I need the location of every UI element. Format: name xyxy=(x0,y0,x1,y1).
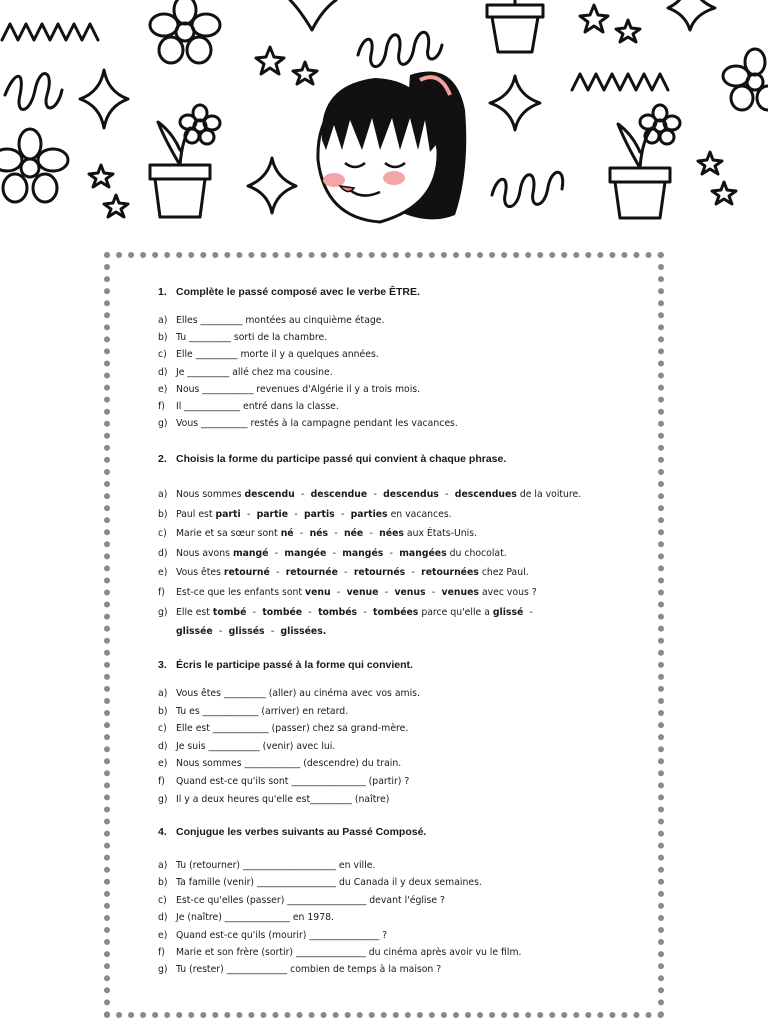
exercise-number: 3. xyxy=(158,659,167,671)
exercise-4 xyxy=(158,826,658,976)
list-item: f) Marie et son frère (sortir) _______________ du cinéma après avoir vu le film. xyxy=(158,947,522,959)
sparkle-doodle xyxy=(80,70,128,128)
list-item: d) Je suis ___________ (venir) avec lui. xyxy=(158,740,336,752)
list-item: b) Ta famille (venir) _________________ du Canada il y deux semaines. xyxy=(158,877,482,889)
pot-doodle xyxy=(487,0,543,52)
potted-flower-doodle xyxy=(150,105,220,217)
list-item: f) Il ____________ entré dans la classe. xyxy=(158,401,339,413)
loop-doodle xyxy=(5,74,62,110)
list-item: b) Paul est parti - partie - partis - parties en vacances. xyxy=(158,508,452,520)
exercise-title xyxy=(158,659,658,671)
star-doodle xyxy=(616,20,640,42)
list-item: a) Elles _________ montées au cinquième étage. xyxy=(158,315,385,326)
list-item: g) Il y a deux heures qu'elle est_________ (naître) xyxy=(158,793,390,805)
flower-doodle xyxy=(150,0,220,63)
sparkle-doodle xyxy=(248,158,296,213)
list-item: e) Vous êtes retourné - retournée - retournés - retournées chez Paul. xyxy=(158,567,529,579)
potted-flower-doodle xyxy=(610,105,680,218)
list-item: c) Marie et sa sœur sont né - nés - née - nées aux États-Unis. xyxy=(158,528,478,540)
exercise-2 xyxy=(158,453,658,638)
flower-doodle xyxy=(0,129,68,202)
exercise-title-text: Complète le passé composé avec le verbe ÊTRE. xyxy=(176,286,420,298)
exercise-number: 2. xyxy=(158,453,167,465)
exercise-title xyxy=(158,826,658,838)
loop-doodle xyxy=(492,172,563,206)
star-doodle xyxy=(293,62,317,84)
zigzag-doodle xyxy=(572,74,668,90)
exercise-title-text: Écris le participe passé à la forme qui convient. xyxy=(176,659,413,671)
sparkle-doodle xyxy=(290,0,336,30)
exercise-number: 4. xyxy=(158,826,167,838)
list-item: d) Je _________ allé chez ma cousine. xyxy=(158,366,333,378)
list-item: c) Elle _________ morte il y a quelques années. xyxy=(158,349,379,361)
loop-doodle xyxy=(358,32,442,66)
exercise-title-text: Choisis la forme du participe passé qui convient à chaque phrase. xyxy=(176,453,507,465)
star-doodle xyxy=(580,5,608,32)
exercise-number: 1. xyxy=(158,286,167,298)
exercise-3 xyxy=(158,659,658,805)
list-item: d) Nous avons mangé - mangée - mangés - mangées du chocolat. xyxy=(158,547,507,559)
list-item: g) Vous __________ restés à la campagne pendant les vacances. xyxy=(158,418,458,430)
list-item: e) Quand est-ce qu'ils (mourir) _______________ ? xyxy=(158,929,388,941)
list-item: f) Est-ce que les enfants sont venu - venue - venus - venues avec vous ? xyxy=(158,586,537,598)
list-item: a) Nous sommes descendu - descendue - descendus - descendues de la voiture. xyxy=(158,489,582,500)
list-item: d) Je (naître) ______________ en 1978. xyxy=(158,912,334,924)
list-item: g) Tu (rester) _____________ combien de temps à la maison ? xyxy=(158,964,442,976)
exercise-title xyxy=(158,286,658,298)
girl-face-illustration xyxy=(318,72,466,222)
list-item: c) Est-ce qu'elles (passer) _________________ devant l'église ? xyxy=(158,894,445,906)
list-item: a) Vous êtes _________ (aller) au cinéma avec vos amis. xyxy=(158,688,420,699)
star-doodle xyxy=(256,47,284,74)
flower-doodle xyxy=(723,49,768,110)
list-item: e) Nous sommes ____________ (descendre) du train. xyxy=(158,758,402,770)
list-item-continuation: glissée - glissés - glissées. xyxy=(176,626,327,638)
star-doodle xyxy=(712,182,736,204)
exercise-items xyxy=(158,312,458,432)
exercise-1 xyxy=(158,286,658,430)
sparkle-doodle xyxy=(490,76,540,130)
list-item: c) Elle est ____________ (passer) chez sa grand-mère. xyxy=(158,723,409,735)
zigzag-doodle xyxy=(2,24,98,40)
star-doodle xyxy=(698,152,722,174)
exercise-items xyxy=(158,857,522,979)
star-doodle xyxy=(89,165,113,187)
list-item: g) Elle est tombé - tombée - tombés - tombées parce qu'elle a glissé - xyxy=(158,606,533,618)
star-doodle xyxy=(104,195,128,217)
list-item: e) Nous ___________ revenues d'Algérie il y a trois mois. xyxy=(158,383,421,395)
worksheet-frame xyxy=(104,252,664,1018)
exercise-items xyxy=(158,485,581,642)
list-item: f) Quand est-ce qu'ils sont ________________ (partir) ? xyxy=(158,775,410,787)
list-item: a) Tu (retourner) ____________________ en ville. xyxy=(158,860,376,871)
exercise-title-text: Conjugue les verbes suivants au Passé Composé. xyxy=(176,826,427,838)
list-item: b) Tu _________ sorti de la chambre. xyxy=(158,332,328,344)
exercise-items xyxy=(158,685,420,808)
sparkle-doodle xyxy=(668,0,715,30)
exercise-title xyxy=(158,453,658,465)
list-item: b) Tu es ____________ (arriver) en retard. xyxy=(158,705,349,717)
header-illustration xyxy=(0,0,768,235)
